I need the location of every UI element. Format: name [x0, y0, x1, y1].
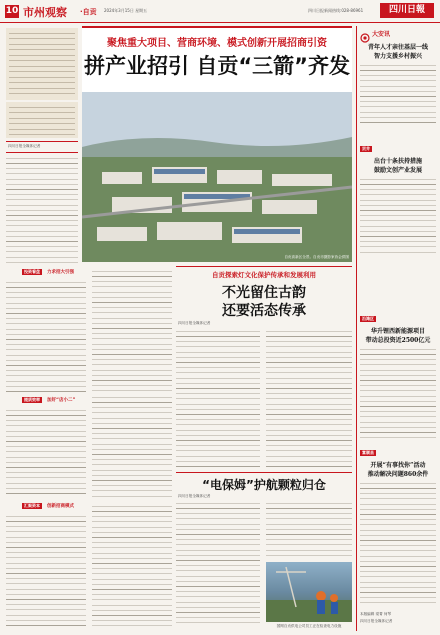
lead-headline: 拼产业招引 自贡“三箭”齐发 — [84, 54, 350, 78]
story1-title-line2: 智力支援乡村振兴 — [373, 53, 422, 60]
lead-byline-box — [6, 141, 78, 153]
culture-headline-line2: 还要活态传承 — [222, 303, 306, 319]
right-brand — [360, 28, 436, 38]
editor-note-cont — [6, 102, 78, 138]
story2-title-line2: 鼓励文创产业发展 — [373, 167, 422, 174]
bottom-photo — [266, 562, 352, 622]
story2-text — [360, 176, 436, 256]
story4-text — [360, 480, 436, 608]
story3-tag: 沿滩区 — [362, 316, 374, 321]
right-column-divider — [356, 26, 357, 631]
culture-headline-line1: 不光留住古韵 — [222, 285, 306, 301]
section-b-title: 加好“店小二” — [47, 398, 76, 403]
lead-kicker: 聚焦重大项目、营商环境、模式创新开展招商引资 — [107, 38, 327, 49]
footer-byline: 本版编辑 梁菁 何琴 — [360, 612, 392, 616]
story4-title-line2: 推动解决问题860余件 — [367, 471, 429, 478]
bottom-byline: 四川日报全媒体记者 — [178, 494, 211, 498]
hotline: 四川日报新闻热线:028-86961 — [308, 8, 364, 13]
lead-text-col1 — [6, 279, 86, 393]
culture-text-col2 — [266, 328, 352, 468]
page-header — [0, 0, 440, 23]
story3-title-line1: 华升锂西新能源项目 — [370, 328, 425, 335]
bottom-headline: “电保姆”护航颗粒归仓 — [202, 478, 326, 492]
lead-photo — [82, 92, 352, 262]
bottom-photo-caption: 国网自贡供电公司员工正在检查电力设施 — [276, 624, 342, 628]
story1-text — [360, 62, 436, 126]
power-worker-image — [266, 562, 352, 622]
story1-title-line1: 青年人才亲往基层一线 — [367, 44, 428, 51]
section-b-tag: 提质效率 — [24, 397, 40, 402]
editor-note — [6, 28, 78, 100]
bottom-text-col1 — [176, 500, 260, 628]
lead-text-col5 — [6, 513, 86, 628]
brand-label: 大安讯 — [372, 31, 391, 38]
story2-tag: 贡井 — [362, 146, 370, 151]
lead-text-col4 — [92, 394, 172, 497]
lead-text-col2 — [92, 268, 172, 391]
date-info: 2024年3月15日 星期五 — [104, 8, 148, 13]
footer-line2: 四川日报全媒体记者 — [360, 619, 393, 623]
bottom-top-rule — [176, 472, 352, 473]
story3-text — [360, 346, 436, 438]
lead-text-col3 — [6, 407, 86, 497]
bottom-text-col2 — [266, 500, 352, 560]
lead-byline: 四川日报全媒体记者 — [8, 144, 41, 148]
story4-tag: 富顺县 — [362, 450, 374, 455]
section-c-tag: 汇聚资本 — [24, 503, 40, 508]
section-a-tag: 投资看盘 — [24, 269, 40, 274]
culture-top-rule — [176, 266, 352, 267]
culture-kicker: 自贡探索灯文化保护传承和发展利用 — [212, 271, 316, 279]
lead-text-col6 — [92, 503, 172, 628]
story2-title-line1: 出台十条扶持措施 — [373, 158, 422, 165]
industrial-park-image — [82, 92, 352, 262]
section-c-title: 创新招商模式 — [47, 504, 74, 509]
story4-title-line1: 开展“有事找你”活动 — [370, 462, 426, 469]
lead-photo-caption: 自贡高新区全景。自贡市摄影家协会供图 — [284, 255, 349, 259]
culture-text-col1 — [176, 328, 260, 468]
culture-byline: 四川日报全媒体记者 — [178, 321, 211, 325]
page-number: 10 — [5, 6, 19, 16]
masthead-logo: 四川日報 — [380, 3, 434, 18]
subsection-title: ·自贡 — [80, 8, 97, 16]
section-a-title: 力求招大引强 — [47, 270, 74, 275]
story3-title-line2: 带动总投资近2500亿元 — [365, 337, 431, 344]
section-title: 市州观察 — [23, 6, 67, 19]
lead-text-col0 — [6, 155, 78, 263]
lead-headline-box — [82, 26, 352, 94]
